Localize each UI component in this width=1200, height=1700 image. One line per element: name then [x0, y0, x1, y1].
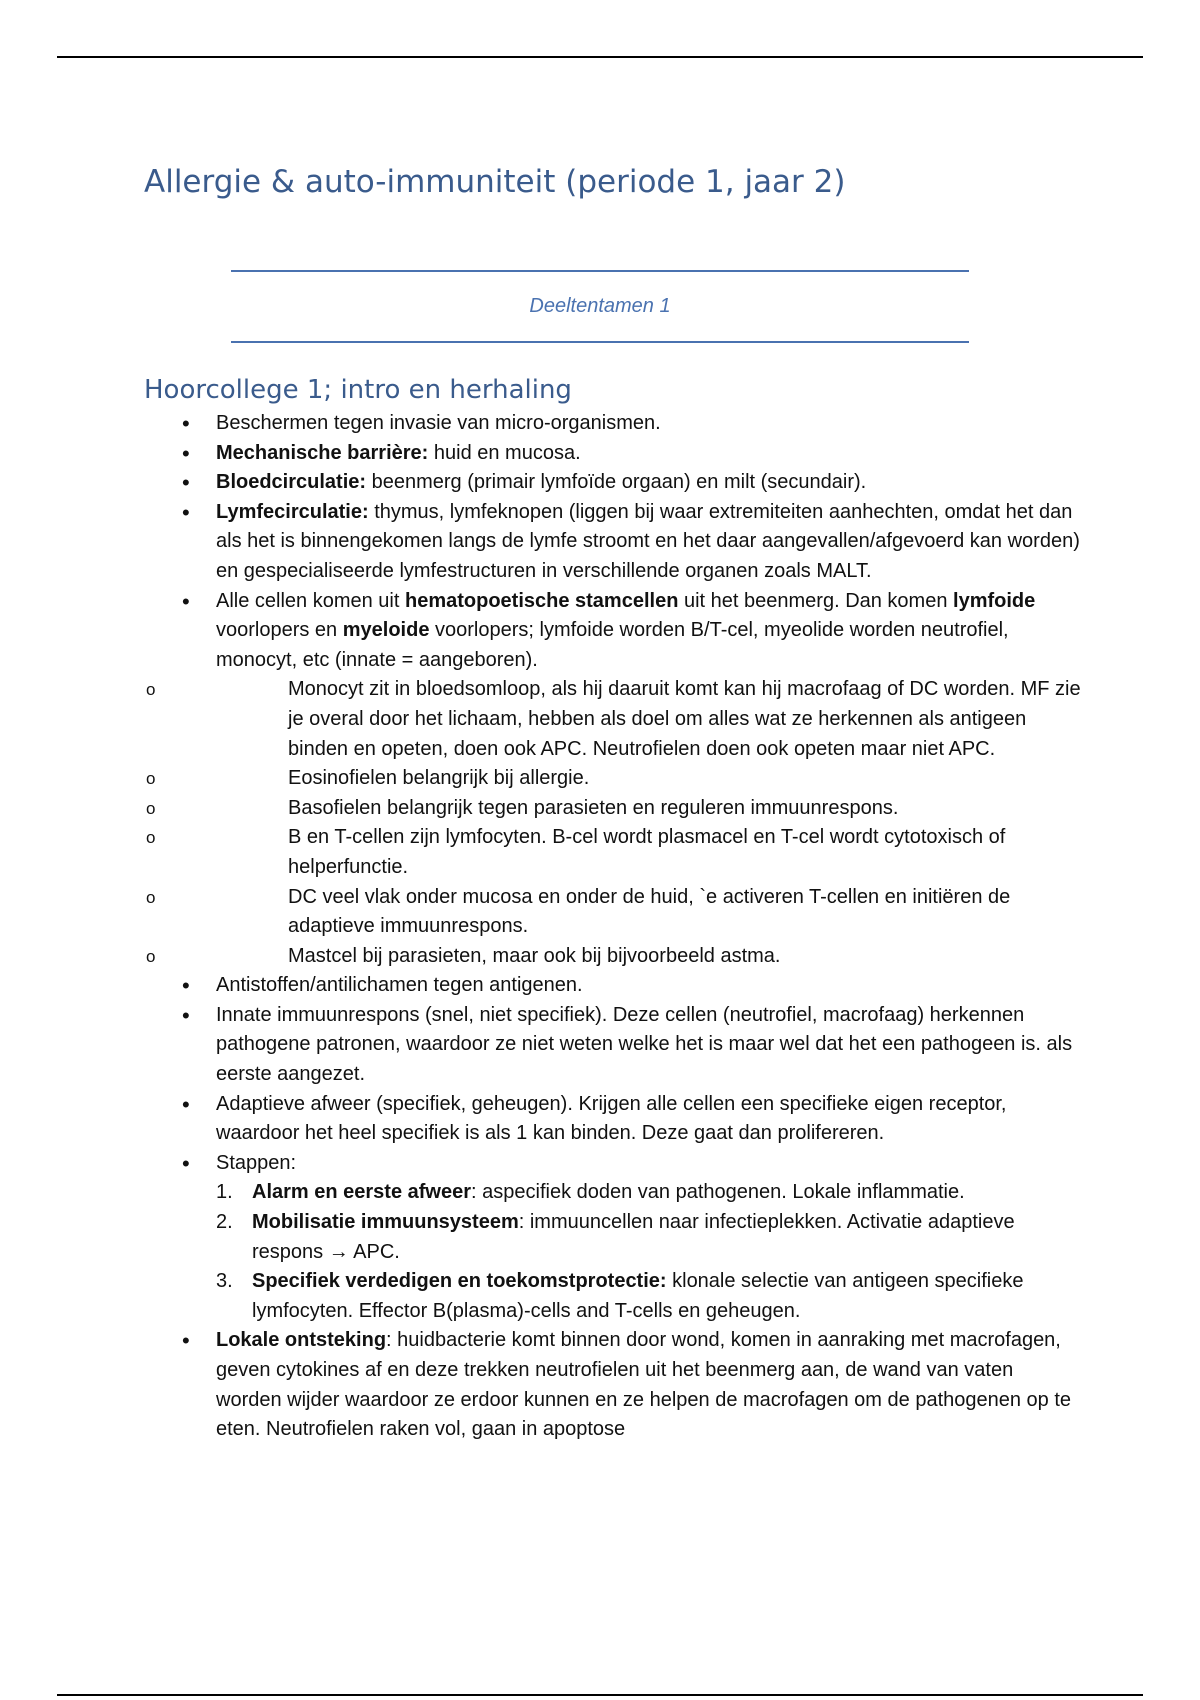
subtitle: Deeltentamen 1: [529, 295, 671, 317]
numbered-list: [216, 1178, 1084, 1326]
sub-list: [216, 675, 1084, 971]
list-item: • Lymfecirculatie: thymus, lymfeknopen (liggen bij waar extremiteiten aanhechten, omdat het dan als het is binnengekomen langs de lymfe stroomt en het daar aangevallen/afgevoerd kan worden) en gespecialiseerde lymfestructuren in verschillende organen zoals MALT.: [144, 498, 1084, 587]
numbered-item: 3. Specifiek verdedigen en toekomstprotectie: klonale selectie van antigeen specifieke lymfocyten. Effector B(plasma)-cells and T-cells en geheugen.: [216, 1270, 1024, 1322]
list-item: • Lokale ontsteking: huidbacterie komt binnen door wond, komen in aanraking met macrofagen, geven cytokines af en deze trekken neutrofielen uit het beenmerg aan, de wand van vaten worden wijder waardoor ze erdoor kunnen en ze helpen de macrofagen om de pathogenen op te eten. Neutrofielen raken vol, gaan in apoptose: [144, 1326, 1084, 1444]
subtitle-rule-bottom: [231, 341, 969, 343]
sub-list-item: o Basofielen belangrijk tegen parasieten en reguleren immuunrespons.: [216, 794, 1084, 824]
list-item: • Beschermen tegen invasie van micro-organismen.: [144, 409, 1084, 439]
sub-list-item: o Monocyt zit in bloedsomloop, als hij daaruit komt kan hij macrofaag of DC worden. MF zie je overal door het lichaam, hebben als doel om alles wat ze herkennen als antigeen binden en opeten, doen ook APC. Neutrofielen doen ook opeten maar niet APC.: [216, 675, 1084, 764]
document-title: Allergie & auto-immuniteit (periode 1, jaar 2): [144, 164, 846, 200]
document-body: [144, 409, 1084, 1445]
list-item: • Alle cellen komen uit hematopoetische stamcellen uit het beenmerg. Dan komen lymfoide voorlopers en myeloide voorlopers; lymfoide worden B/T-cel, myeolide worden neutrofiel, monocyt, etc (innate = aangeboren). o Monocyt zit in bloedsomloop, als hij daaruit komt kan hij macrofaag of DC worden. MF zie je overal door het lichaam, hebben als doel om alles wat ze herkennen als antigeen binden en opeten, doen ook APC. Neutrofielen doen ook opeten maar niet APC. o Eosinofielen belangrijk bij allergie. o Basofielen belangrijk tegen parasieten en reguleren immuunrespons. o B en T-cellen zijn lymfocyten. B-cel wordt plasmacel en T-cel wordt cytotoxisch of helperfunctie. o DC veel vlak onder mucosa en onder de huid, `e activeren T-cellen en initiëren de adaptieve immuunrespons. o Mastcel bij parasieten, maar ook bij bijvoorbeeld astma.: [144, 587, 1084, 972]
header-rule: [57, 56, 1143, 58]
numbered-item: 1. Alarm en eerste afweer: aspecifiek doden van pathogenen. Lokale inflammatie.: [216, 1181, 965, 1204]
sub-list-item: o Eosinofielen belangrijk bij allergie.: [216, 764, 1084, 794]
numbered-item: 2. Mobilisatie immuunsysteem: immuuncellen naar infectieplekken. Activatie adaptieve respons → APC.: [216, 1211, 1015, 1263]
sub-list-item: o Mastcel bij parasieten, maar ook bij bijvoorbeeld astma.: [216, 942, 1084, 972]
subtitle-rule-top: [231, 270, 969, 272]
sub-list-item: o B en T-cellen zijn lymfocyten. B-cel wordt plasmacel en T-cel wordt cytotoxisch of helperfunctie.: [216, 823, 1084, 882]
list-item: • Antistoffen/antilichamen tegen antigenen.: [144, 971, 1084, 1001]
list-item: • Mechanische barrière: huid en mucosa.: [144, 439, 1084, 469]
list-item: • Innate immuunrespons (snel, niet specifiek). Deze cellen (neutrofiel, macrofaag) herkennen pathogene patronen, waardoor ze niet weten welke het is maar wel dat het een pathogeen is. als eerste aangezet.: [144, 1001, 1084, 1090]
footer-rule: [57, 1694, 1143, 1696]
bullet-list: [144, 409, 1084, 1445]
list-item: • Stappen: 1. Alarm en eerste afweer: aspecifiek doden van pathogenen. Lokale inflammatie. 2. Mobilisatie immuunsysteem: immuuncellen naar infectieplekken. Activatie adaptieve respons → APC. 3. Specifiek verdedigen en toekomstprotectie: klonale selectie van antigeen specifieke lymfocyten. Effector B(plasma)-cells and T-cells en geheugen.: [144, 1149, 1084, 1327]
list-item: • Bloedcirculatie: beenmerg (primair lymfoïde orgaan) en milt (secundair).: [144, 468, 1084, 498]
section-heading: Hoorcollege 1; intro en herhaling: [144, 375, 572, 405]
list-item: • Adaptieve afweer (specifiek, geheugen). Krijgen alle cellen een specifieke eigen receptor, waardoor het heel specifiek is als 1 kan binden. Deze gaat dan prolifereren.: [144, 1090, 1084, 1149]
sub-list-item: o DC veel vlak onder mucosa en onder de huid, `e activeren T-cellen en initiëren de adaptieve immuunrespons.: [216, 883, 1084, 942]
